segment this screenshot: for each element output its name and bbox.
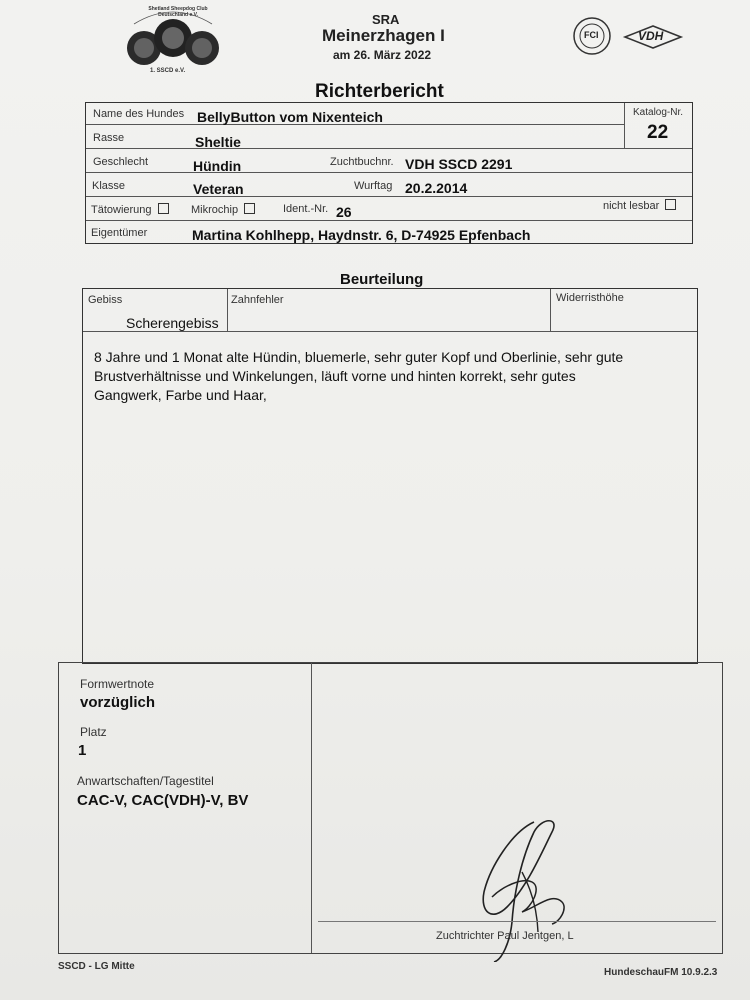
titles-value: CAC-V, CAC(VDH)-V, BV (77, 792, 249, 809)
club-logo-ring-top: Shetland Sheepdog Club Deutschland e.V. (148, 6, 208, 18)
grade-value: vorzüglich (80, 694, 156, 711)
tattoo-checkbox[interactable] (158, 203, 169, 214)
studbook-label: Zuchtbuchnr. (330, 156, 394, 168)
height-label: Widerristhöhe (556, 292, 624, 304)
titles-label: Anwartschaften/Tagestitel (77, 774, 214, 788)
assessment-heading: Beurteilung (340, 271, 424, 288)
catalog-number: 22 (647, 122, 669, 143)
page-title: Richterbericht (315, 81, 444, 102)
tattoo-field (91, 203, 169, 216)
ident-label: Ident.-Nr. (283, 203, 329, 215)
event-code: SRA (372, 12, 400, 27)
name-label: Name des Hundes (93, 108, 185, 120)
grade-label: Formwertnote (80, 677, 155, 691)
microchip-checkbox[interactable] (244, 203, 255, 214)
sex-label: Geschlecht (93, 156, 149, 168)
microchip-field (191, 203, 255, 216)
bite-value: Scherengebiss (126, 315, 219, 331)
vdh-logo-text: VDH (638, 29, 664, 43)
owner-value: Martina Kohlhepp, Haydnstr. 6, D-74925 Epfenbach (192, 227, 531, 243)
assessment-line-2: Brustverhältnisse und Winkelungen, läuft vorne und hinten korrekt, sehr gutes (94, 368, 576, 384)
breed-value: Sheltie (195, 134, 241, 150)
event-place: Meinerzhagen I (322, 26, 445, 45)
whelped-value: 20.2.2014 (405, 180, 468, 196)
footer-right: HundeschauFM 10.9.2.3 (604, 967, 718, 978)
place-label: Platz (80, 725, 107, 739)
class-value: Veteran (193, 181, 244, 197)
assessment-line-1: 8 Jahre und 1 Monat alte Hündin, bluemerle, sehr guter Kopf und Oberlinie, sehr gute (94, 349, 624, 365)
ident-value: 26 (336, 204, 352, 220)
breed-label: Rasse (93, 132, 125, 144)
owner-label: Eigentümer (91, 227, 148, 239)
event-date: am 26. März 2022 (333, 48, 432, 62)
dog-name: BellyButton vom Nixenteich (197, 109, 383, 125)
assessment-box (82, 288, 698, 664)
footer-left: SSCD - LG Mitte (58, 961, 135, 972)
not-readable-checkbox[interactable] (665, 199, 676, 210)
club-logo-ring-bottom: 1. SSCD e.V. (150, 68, 186, 74)
microchip-label: Mikrochip (191, 204, 239, 216)
assessment-line-3: Gangwerk, Farbe und Haar, (94, 387, 267, 403)
whelped-label: Wurftag (354, 180, 393, 192)
judge-line: Zuchtrichter Paul Jentgen, L (436, 930, 574, 942)
missing-teeth-label: Zahnfehler (231, 294, 284, 306)
bite-label: Gebiss (88, 294, 123, 306)
not-readable-label: nicht lesbar (603, 200, 660, 212)
assessment-text (94, 348, 623, 405)
catalog-label: Katalog-Nr. (633, 107, 684, 118)
tattoo-label: Tätowierung (91, 204, 152, 216)
studbook-value: VDH SSCD 2291 (405, 156, 513, 172)
fci-logo-text: FCI (584, 30, 599, 40)
place-value: 1 (78, 742, 87, 759)
sex-value: Hündin (193, 158, 242, 174)
class-label: Klasse (92, 180, 126, 192)
not-readable-field (603, 199, 676, 212)
